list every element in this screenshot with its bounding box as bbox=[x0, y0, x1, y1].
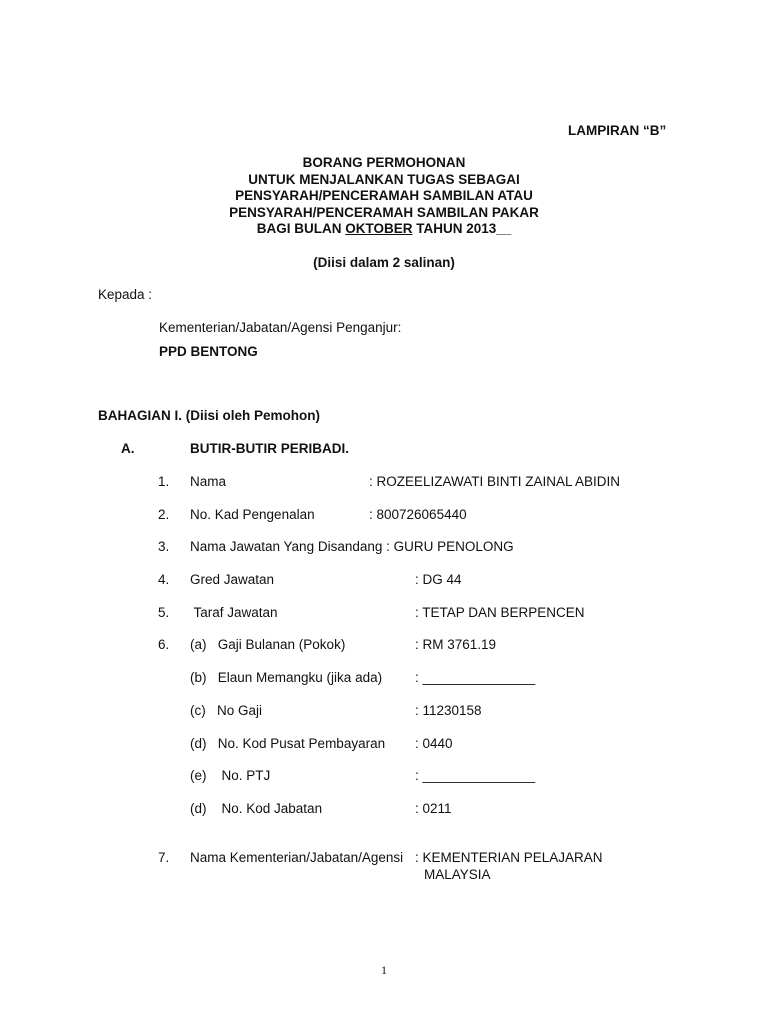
item-number: 1. bbox=[158, 474, 170, 489]
copies-note: (Diisi dalam 2 salinan) bbox=[313, 255, 455, 270]
field-label-status: Taraf Jawatan bbox=[190, 605, 278, 620]
field-value-ministry: : KEMENTERIAN PELAJARAN bbox=[415, 850, 603, 865]
title-line-4: PENSYARAH/PENCERAMAH SAMBILAN PAKAR bbox=[229, 204, 539, 220]
field-value-ptj: : _______________ bbox=[415, 768, 536, 783]
field-value-salary: : RM 3761.19 bbox=[415, 637, 497, 652]
organizer-label: Kementerian/Jabatan/Agensi Penganjur: bbox=[159, 320, 402, 335]
field-value-payment-code: : 0440 bbox=[415, 736, 453, 751]
field-label-name: Nama bbox=[190, 474, 227, 489]
field-position: Nama Jawatan Yang Disandang : GURU PENOLONG bbox=[190, 539, 514, 554]
title-line-2: UNTUK MENJALANKAN TUGAS SEBAGAI bbox=[248, 171, 520, 187]
form-title bbox=[0, 155, 768, 238]
title-line-3: PENSYARAH/PENCERAMAH SAMBILAN ATAU bbox=[235, 188, 533, 203]
item-number: 3. bbox=[158, 539, 170, 554]
field-label-ministry: Nama Kementerian/Jabatan/Agensi bbox=[190, 850, 404, 865]
item-number: 2. bbox=[158, 507, 170, 522]
section-heading: BAHAGIAN I. (Diisi oleh Pemohon) bbox=[98, 408, 321, 423]
field-value-ministry-2: MALAYSIA bbox=[424, 867, 491, 882]
lampiran-label: LAMPIRAN “B” bbox=[568, 123, 667, 138]
field-value-status: : TETAP DAN BERPENCEN bbox=[415, 605, 585, 620]
subsection-letter: A. bbox=[121, 441, 135, 456]
field-label-salary-no: (c) No Gaji bbox=[190, 703, 263, 718]
item-number: 5. bbox=[158, 605, 170, 620]
field-value-allowance: : _______________ bbox=[415, 670, 536, 685]
item-number: 4. bbox=[158, 572, 170, 587]
field-label-ic: No. Kad Pengenalan bbox=[190, 507, 315, 522]
field-label-payment-code: (d) No. Kod Pusat Pembayaran bbox=[190, 736, 386, 751]
field-label-salary: (a) Gaji Bulanan (Pokok) bbox=[190, 637, 346, 652]
month-value: OKTOBER bbox=[345, 221, 413, 236]
kepada-label: Kepada : bbox=[98, 287, 153, 302]
field-label-ptj: (e) No. PTJ bbox=[190, 768, 271, 783]
field-value-dept-code: : 0211 bbox=[415, 801, 452, 816]
item-number: 7. bbox=[158, 850, 170, 865]
field-value-grade: : DG 44 bbox=[415, 572, 462, 587]
page-number: 1 bbox=[381, 963, 387, 977]
title-line-5: BAGI BULAN OKTOBER TAHUN 2013__ bbox=[256, 221, 512, 236]
organizer-value: PPD BENTONG bbox=[159, 344, 258, 359]
item-number: 6. bbox=[158, 637, 170, 652]
field-value-ic: : 800726065440 bbox=[369, 507, 467, 522]
title-line-1: BORANG PERMOHONAN bbox=[302, 155, 466, 170]
field-label-grade: Gred Jawatan bbox=[190, 572, 275, 587]
field-label-allowance: (b) Elaun Memangku (jika ada) bbox=[190, 670, 383, 685]
field-value-name: : ROZEELIZAWATI BINTI ZAINAL ABIDIN bbox=[369, 474, 621, 489]
subsection-title: BUTIR-BUTIR PERIBADI. bbox=[190, 441, 349, 456]
field-label-dept-code: (d) No. Kod Jabatan bbox=[190, 801, 323, 816]
field-value-salary-no: : 11230158 bbox=[415, 703, 482, 718]
